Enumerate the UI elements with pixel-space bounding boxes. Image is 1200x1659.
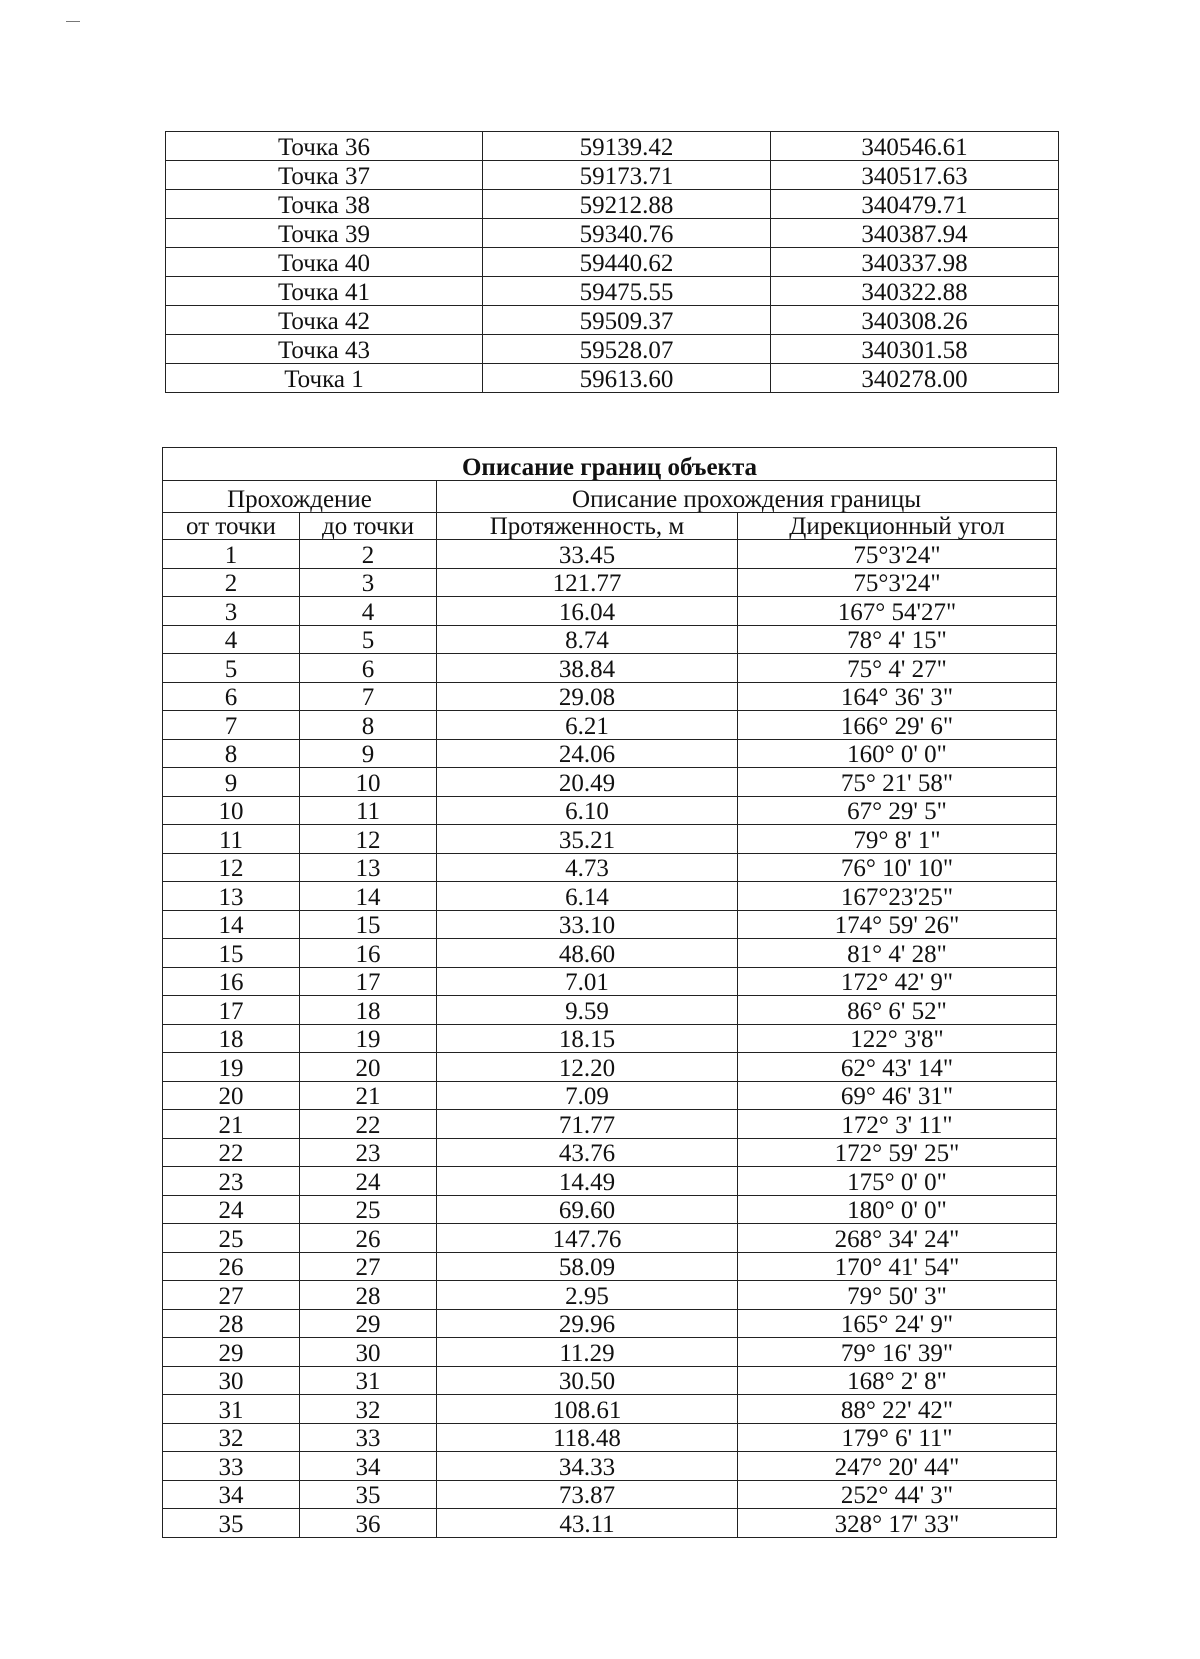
x-coordinate-cell: 59528.07 — [483, 335, 771, 364]
to-point-cell: 32 — [300, 1395, 437, 1424]
from-point-cell: 18 — [163, 1024, 300, 1053]
passage-group-header: Прохождение — [163, 481, 437, 513]
table-row — [163, 768, 1057, 797]
table-row — [163, 1167, 1057, 1196]
from-point-cell: 3 — [163, 597, 300, 626]
table-row — [166, 364, 1059, 393]
from-point-cell: 22 — [163, 1138, 300, 1167]
direction-angle-cell: 122° 3'8" — [738, 1024, 1057, 1053]
length-cell: 7.01 — [437, 967, 738, 996]
to-point-cell: 9 — [300, 739, 437, 768]
table-row — [163, 1110, 1057, 1139]
table-row — [166, 277, 1059, 306]
table-row — [163, 1081, 1057, 1110]
direction-angle-cell: 78° 4' 15" — [738, 625, 1057, 654]
to-point-cell: 16 — [300, 939, 437, 968]
table-row — [163, 910, 1057, 939]
to-point-cell: 23 — [300, 1138, 437, 1167]
table-row — [163, 1195, 1057, 1224]
point-name-cell: Точка 40 — [166, 248, 483, 277]
coordinates-table-body — [166, 132, 1059, 393]
x-coordinate-cell: 59475.55 — [483, 277, 771, 306]
table-row — [163, 1395, 1057, 1424]
table-row — [163, 1366, 1057, 1395]
length-cell: 6.14 — [437, 882, 738, 911]
direction-angle-cell: 160° 0' 0" — [738, 739, 1057, 768]
length-cell: 38.84 — [437, 654, 738, 683]
to-point-cell: 2 — [300, 540, 437, 569]
x-coordinate-cell: 59440.62 — [483, 248, 771, 277]
table-row — [166, 306, 1059, 335]
direction-angle-cell: 328° 17' 33" — [738, 1509, 1057, 1538]
table-row — [163, 1338, 1057, 1367]
from-point-cell: 4 — [163, 625, 300, 654]
direction-angle-cell: 79° 8' 1" — [738, 825, 1057, 854]
boundary-description-table — [162, 447, 1057, 1538]
direction-angle-cell: 167°23'25" — [738, 882, 1057, 911]
from-point-cell: 31 — [163, 1395, 300, 1424]
coordinates-table — [165, 131, 1059, 393]
length-cell: 58.09 — [437, 1252, 738, 1281]
direction-angle-cell: 168° 2' 8" — [738, 1366, 1057, 1395]
x-coordinate-cell: 59340.76 — [483, 219, 771, 248]
from-point-cell: 19 — [163, 1053, 300, 1082]
from-point-cell: 28 — [163, 1309, 300, 1338]
length-cell: 118.48 — [437, 1423, 738, 1452]
y-coordinate-cell: 340322.88 — [771, 277, 1059, 306]
from-point-cell: 21 — [163, 1110, 300, 1139]
direction-angle-cell: 69° 46' 31" — [738, 1081, 1057, 1110]
from-point-cell: 12 — [163, 853, 300, 882]
from-point-cell: 32 — [163, 1423, 300, 1452]
from-point-cell: 2 — [163, 568, 300, 597]
table-row — [163, 1224, 1057, 1253]
to-point-cell: 36 — [300, 1509, 437, 1538]
direction-angle-cell: 165° 24' 9" — [738, 1309, 1057, 1338]
length-cell: 20.49 — [437, 768, 738, 797]
x-coordinate-cell: 59509.37 — [483, 306, 771, 335]
from-point-cell: 35 — [163, 1509, 300, 1538]
table-row — [163, 1309, 1057, 1338]
to-point-header: до точки — [300, 513, 437, 540]
boundary-table-title: Описание границ объекта — [163, 448, 1057, 481]
direction-angle-cell: 79° 16' 39" — [738, 1338, 1057, 1367]
length-cell: 14.49 — [437, 1167, 738, 1196]
table-row — [163, 967, 1057, 996]
table-row — [166, 248, 1059, 277]
table-row — [166, 335, 1059, 364]
point-name-cell: Точка 36 — [166, 132, 483, 161]
table-row — [163, 568, 1057, 597]
direction-angle-cell: 76° 10' 10" — [738, 853, 1057, 882]
direction-angle-cell: 75° 4' 27" — [738, 654, 1057, 683]
length-cell: 121.77 — [437, 568, 738, 597]
from-point-cell: 17 — [163, 996, 300, 1025]
direction-angle-cell: 174° 59' 26" — [738, 910, 1057, 939]
to-point-cell: 34 — [300, 1452, 437, 1481]
direction-angle-cell: 75° 21' 58" — [738, 768, 1057, 797]
column-header-row — [163, 513, 1057, 540]
table-row — [163, 853, 1057, 882]
to-point-cell: 18 — [300, 996, 437, 1025]
length-cell: 43.76 — [437, 1138, 738, 1167]
direction-angle-cell: 167° 54'27" — [738, 597, 1057, 626]
direction-angle-cell: 170° 41' 54" — [738, 1252, 1057, 1281]
to-point-cell: 33 — [300, 1423, 437, 1452]
to-point-cell: 5 — [300, 625, 437, 654]
from-point-cell: 1 — [163, 540, 300, 569]
direction-angle-cell: 79° 50' 3" — [738, 1281, 1057, 1310]
direction-angle-cell: 81° 4' 28" — [738, 939, 1057, 968]
from-point-cell: 14 — [163, 910, 300, 939]
to-point-cell: 22 — [300, 1110, 437, 1139]
table-row — [163, 682, 1057, 711]
table-row — [163, 996, 1057, 1025]
to-point-cell: 15 — [300, 910, 437, 939]
direction-angle-cell: 164° 36' 3" — [738, 682, 1057, 711]
from-point-cell: 23 — [163, 1167, 300, 1196]
table-row — [166, 219, 1059, 248]
to-point-cell: 7 — [300, 682, 437, 711]
table-row — [163, 1024, 1057, 1053]
to-point-cell: 11 — [300, 796, 437, 825]
length-cell: 73.87 — [437, 1480, 738, 1509]
from-point-cell: 8 — [163, 739, 300, 768]
direction-angle-cell: 166° 29' 6" — [738, 711, 1057, 740]
from-point-cell: 24 — [163, 1195, 300, 1224]
to-point-cell: 10 — [300, 768, 437, 797]
boundary-table-body — [163, 540, 1057, 1538]
length-cell: 34.33 — [437, 1452, 738, 1481]
from-point-cell: 13 — [163, 882, 300, 911]
length-cell: 6.21 — [437, 711, 738, 740]
scan-corner-mark — [66, 21, 80, 22]
to-point-cell: 26 — [300, 1224, 437, 1253]
table-row — [163, 825, 1057, 854]
to-point-cell: 35 — [300, 1480, 437, 1509]
length-cell: 33.45 — [437, 540, 738, 569]
length-cell: 147.76 — [437, 1224, 738, 1253]
direction-angle-cell: 247° 20' 44" — [738, 1452, 1057, 1481]
table-row — [163, 1281, 1057, 1310]
table-row — [163, 654, 1057, 683]
to-point-cell: 30 — [300, 1338, 437, 1367]
point-name-cell: Точка 42 — [166, 306, 483, 335]
to-point-cell: 25 — [300, 1195, 437, 1224]
from-point-cell: 5 — [163, 654, 300, 683]
from-point-cell: 20 — [163, 1081, 300, 1110]
length-cell: 48.60 — [437, 939, 738, 968]
table-row — [163, 711, 1057, 740]
direction-angle-cell: 86° 6' 52" — [738, 996, 1057, 1025]
table-row — [163, 1480, 1057, 1509]
group-header-row — [163, 481, 1057, 513]
title-row — [163, 448, 1057, 481]
from-point-cell: 25 — [163, 1224, 300, 1253]
direction-angle-cell: 67° 29' 5" — [738, 796, 1057, 825]
y-coordinate-cell: 340387.94 — [771, 219, 1059, 248]
direction-angle-cell: 172° 59' 25" — [738, 1138, 1057, 1167]
x-coordinate-cell: 59613.60 — [483, 364, 771, 393]
to-point-cell: 28 — [300, 1281, 437, 1310]
from-point-cell: 10 — [163, 796, 300, 825]
length-cell: 29.08 — [437, 682, 738, 711]
table-row — [166, 161, 1059, 190]
description-group-header: Описание прохождения границы — [437, 481, 1057, 513]
direction-angle-cell: 252° 44' 3" — [738, 1480, 1057, 1509]
from-point-header: от точки — [163, 513, 300, 540]
from-point-cell: 9 — [163, 768, 300, 797]
point-name-cell: Точка 39 — [166, 219, 483, 248]
from-point-cell: 6 — [163, 682, 300, 711]
from-point-cell: 16 — [163, 967, 300, 996]
table-row — [163, 1138, 1057, 1167]
table-row — [163, 882, 1057, 911]
y-coordinate-cell: 340337.98 — [771, 248, 1059, 277]
to-point-cell: 20 — [300, 1053, 437, 1082]
to-point-cell: 29 — [300, 1309, 437, 1338]
to-point-cell: 3 — [300, 568, 437, 597]
table-row — [166, 132, 1059, 161]
length-header: Протяженность, м — [437, 513, 738, 540]
x-coordinate-cell: 59212.88 — [483, 190, 771, 219]
table-row — [163, 1053, 1057, 1082]
length-cell: 4.73 — [437, 853, 738, 882]
y-coordinate-cell: 340517.63 — [771, 161, 1059, 190]
table-row — [163, 540, 1057, 569]
length-cell: 16.04 — [437, 597, 738, 626]
boundary-table-header — [163, 448, 1057, 540]
table-row — [163, 1252, 1057, 1281]
table-row — [163, 939, 1057, 968]
to-point-cell: 14 — [300, 882, 437, 911]
length-cell: 2.95 — [437, 1281, 738, 1310]
direction-angle-cell: 180° 0' 0" — [738, 1195, 1057, 1224]
to-point-cell: 8 — [300, 711, 437, 740]
direction-angle-header: Дирекционный угол — [738, 513, 1057, 540]
length-cell: 33.10 — [437, 910, 738, 939]
from-point-cell: 26 — [163, 1252, 300, 1281]
table-row — [163, 739, 1057, 768]
length-cell: 6.10 — [437, 796, 738, 825]
from-point-cell: 29 — [163, 1338, 300, 1367]
length-cell: 71.77 — [437, 1110, 738, 1139]
point-name-cell: Точка 37 — [166, 161, 483, 190]
direction-angle-cell: 172° 3' 11" — [738, 1110, 1057, 1139]
point-name-cell: Точка 41 — [166, 277, 483, 306]
to-point-cell: 31 — [300, 1366, 437, 1395]
table-row — [163, 597, 1057, 626]
length-cell: 35.21 — [437, 825, 738, 854]
from-point-cell: 11 — [163, 825, 300, 854]
x-coordinate-cell: 59139.42 — [483, 132, 771, 161]
length-cell: 11.29 — [437, 1338, 738, 1367]
to-point-cell: 19 — [300, 1024, 437, 1053]
direction-angle-cell: 75°3'24" — [738, 540, 1057, 569]
y-coordinate-cell: 340546.61 — [771, 132, 1059, 161]
point-name-cell: Точка 43 — [166, 335, 483, 364]
direction-angle-cell: 88° 22' 42" — [738, 1395, 1057, 1424]
direction-angle-cell: 175° 0' 0" — [738, 1167, 1057, 1196]
length-cell: 30.50 — [437, 1366, 738, 1395]
y-coordinate-cell: 340301.58 — [771, 335, 1059, 364]
length-cell: 8.74 — [437, 625, 738, 654]
length-cell: 18.15 — [437, 1024, 738, 1053]
length-cell: 12.20 — [437, 1053, 738, 1082]
direction-angle-cell: 172° 42' 9" — [738, 967, 1057, 996]
to-point-cell: 6 — [300, 654, 437, 683]
point-name-cell: Точка 38 — [166, 190, 483, 219]
length-cell: 29.96 — [437, 1309, 738, 1338]
length-cell: 43.11 — [437, 1509, 738, 1538]
table-row — [163, 1452, 1057, 1481]
direction-angle-cell: 62° 43' 14" — [738, 1053, 1057, 1082]
to-point-cell: 12 — [300, 825, 437, 854]
table-row — [166, 190, 1059, 219]
from-point-cell: 30 — [163, 1366, 300, 1395]
from-point-cell: 33 — [163, 1452, 300, 1481]
table-row — [163, 796, 1057, 825]
to-point-cell: 4 — [300, 597, 437, 626]
table-row — [163, 1509, 1057, 1538]
to-point-cell: 24 — [300, 1167, 437, 1196]
from-point-cell: 7 — [163, 711, 300, 740]
to-point-cell: 27 — [300, 1252, 437, 1281]
length-cell: 7.09 — [437, 1081, 738, 1110]
direction-angle-cell: 179° 6' 11" — [738, 1423, 1057, 1452]
y-coordinate-cell: 340278.00 — [771, 364, 1059, 393]
length-cell: 69.60 — [437, 1195, 738, 1224]
table-row — [163, 625, 1057, 654]
table-row — [163, 1423, 1057, 1452]
length-cell: 108.61 — [437, 1395, 738, 1424]
from-point-cell: 15 — [163, 939, 300, 968]
length-cell: 24.06 — [437, 739, 738, 768]
y-coordinate-cell: 340479.71 — [771, 190, 1059, 219]
from-point-cell: 34 — [163, 1480, 300, 1509]
direction-angle-cell: 268° 34' 24" — [738, 1224, 1057, 1253]
to-point-cell: 21 — [300, 1081, 437, 1110]
length-cell: 9.59 — [437, 996, 738, 1025]
point-name-cell: Точка 1 — [166, 364, 483, 393]
direction-angle-cell: 75°3'24" — [738, 568, 1057, 597]
to-point-cell: 13 — [300, 853, 437, 882]
to-point-cell: 17 — [300, 967, 437, 996]
y-coordinate-cell: 340308.26 — [771, 306, 1059, 335]
x-coordinate-cell: 59173.71 — [483, 161, 771, 190]
from-point-cell: 27 — [163, 1281, 300, 1310]
